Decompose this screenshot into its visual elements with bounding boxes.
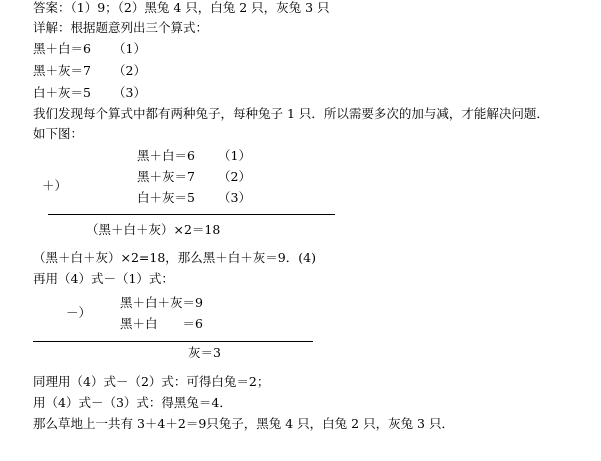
- sum-conclusion: （黑＋白＋灰）×2=18，那么黑＋白＋灰＝9．(4): [33, 250, 316, 265]
- sub-row-2: 黑＋白 ＝6: [120, 316, 203, 331]
- sum-row-3-number: （3）: [218, 190, 251, 205]
- equation-3: 白＋灰＝5: [33, 85, 91, 100]
- sum-row-1-number: （1）: [218, 148, 251, 163]
- as-shown-label: 如下图：: [33, 126, 84, 141]
- sum-row-2: 黑＋灰＝7: [137, 169, 195, 184]
- sub-row-1: 黑＋白＋灰＝9: [120, 295, 203, 310]
- answer-line: 答案：（1）9；（2）黑兔 4 只，白兔 2 只，灰兔 3 只: [33, 0, 330, 15]
- final-line: 那么草地上一共有 3＋4＋2＝9只兔子，黑兔 4 只，白兔 2 只，灰兔 3 只．: [33, 416, 454, 431]
- equation-2-number: （2）: [113, 63, 146, 78]
- equation-2: 黑＋灰＝7: [33, 63, 91, 78]
- use-line: 用（4）式－（3）式：得黑兔＝4．: [33, 395, 232, 410]
- sub-rule: [33, 341, 313, 342]
- equation-3-number: （3）: [113, 85, 146, 100]
- equation-1-number: （1）: [113, 41, 146, 56]
- explain-line: 详解：根据题意列出三个算式：: [33, 20, 209, 35]
- equation-1: 黑＋白＝6: [33, 41, 91, 56]
- similar-line: 同理用（4）式－（2）式：可得白兔＝2；: [33, 374, 270, 389]
- reuse-line: 再用（4）式－（1）式：: [33, 271, 174, 286]
- sub-operator: －）: [66, 305, 92, 320]
- sub-result: 灰＝3: [188, 345, 221, 360]
- sum-row-3: 白＋灰＝5: [137, 190, 195, 205]
- sum-row-1: 黑＋白＝6: [137, 148, 195, 163]
- sum-result: （黑＋白＋灰）×2＝18: [86, 222, 221, 237]
- sum-rule: [48, 214, 335, 215]
- sum-row-2-number: （2）: [218, 169, 251, 184]
- sum-operator: ＋）: [42, 178, 68, 193]
- observation-text: 我们发现每个算式中都有两种兔子，每种兔子 1 只．所以需要多次的加与减，才能解决问题．: [33, 106, 549, 121]
